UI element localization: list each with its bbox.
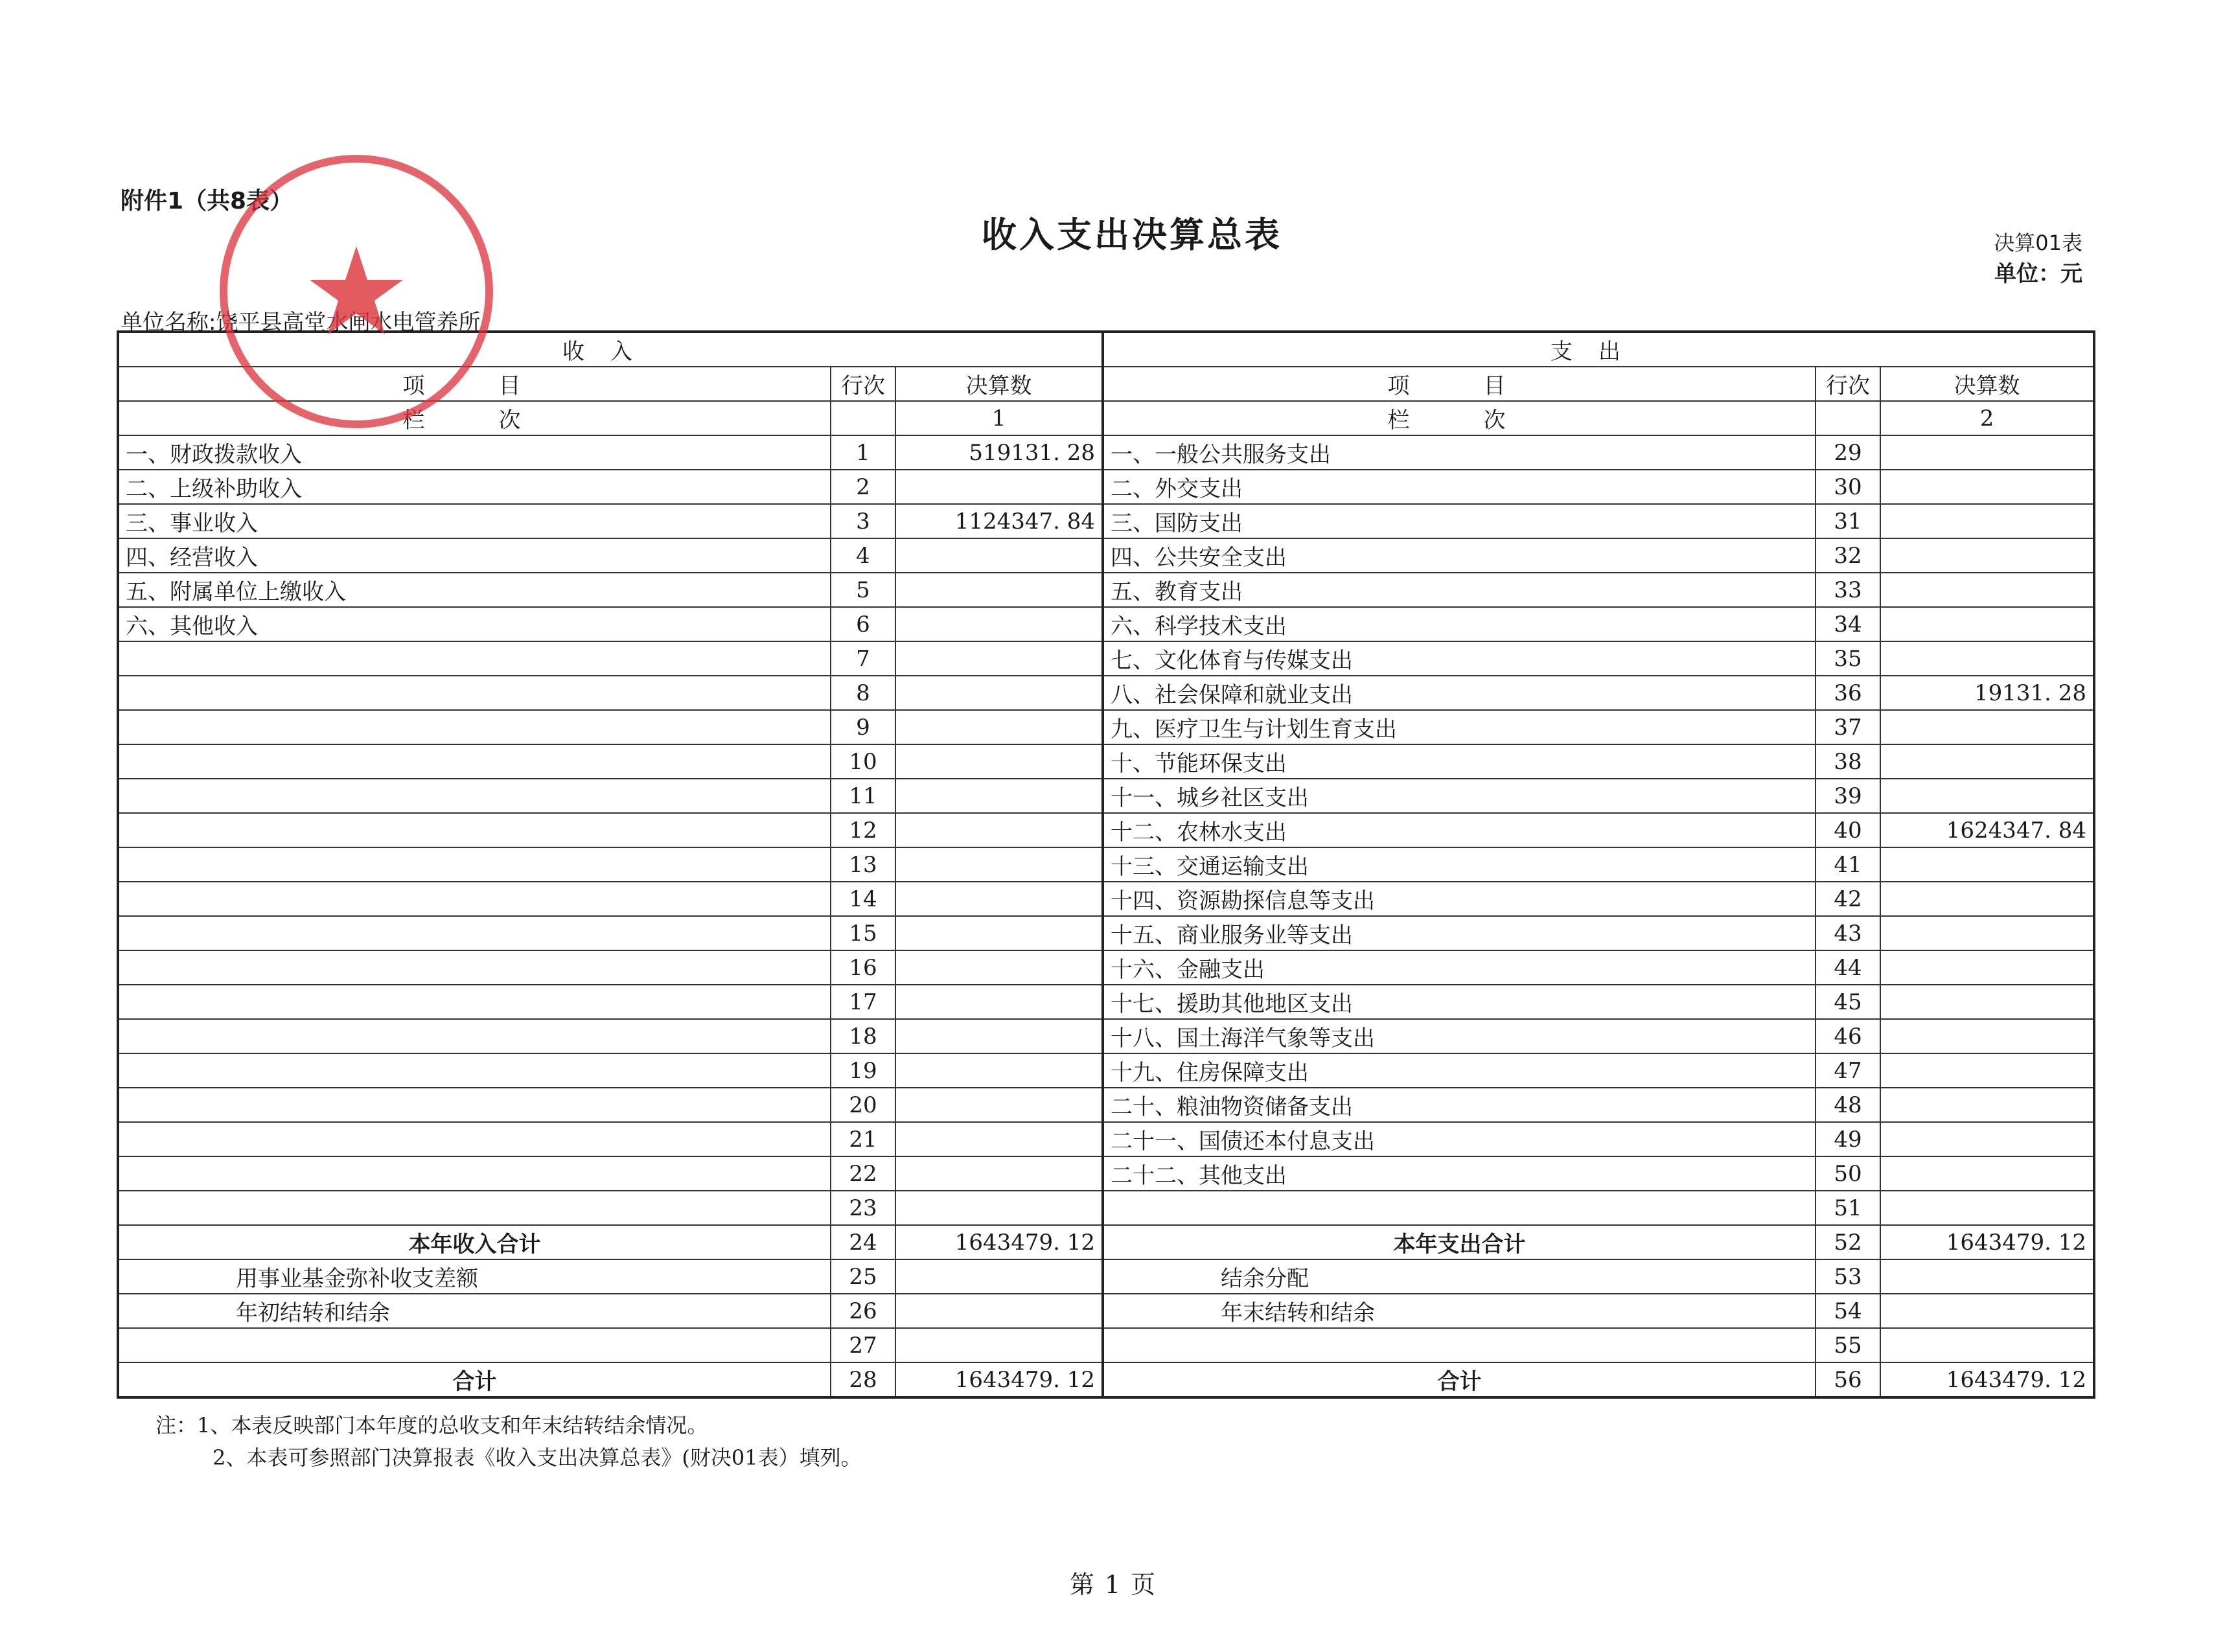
income-item — [118, 985, 831, 1019]
income-amount — [895, 641, 1103, 676]
blank-income-amount — [895, 1328, 1103, 1362]
expense-row-no: 38 — [1816, 744, 1880, 779]
table-row — [118, 950, 2094, 985]
note-2: 2、本表可参照部门决算报表《收入支出决算总表》(财决01表）填列。 — [213, 1445, 862, 1470]
expense-amount — [1880, 1122, 2094, 1156]
expense-row-no: 44 — [1816, 950, 1880, 985]
expense-amount — [1880, 779, 2094, 813]
table-row — [118, 985, 2094, 1019]
income-item — [118, 676, 831, 710]
income-rowno-header: 行次 — [831, 367, 895, 401]
table-row — [118, 504, 2094, 538]
expense-row-no: 29 — [1816, 435, 1880, 470]
expense-amount — [1880, 1053, 2094, 1088]
income-item — [118, 847, 831, 882]
expense-item: 二、外交支出 — [1103, 470, 1816, 504]
expense-amount — [1880, 435, 2094, 470]
income-item — [118, 1122, 831, 1156]
income-item — [118, 950, 831, 985]
expense-amount — [1880, 847, 2094, 882]
expense-row-no: 47 — [1816, 1053, 1880, 1088]
expense-amount — [1880, 470, 2094, 504]
expense-year-total-label: 本年支出合计 — [1103, 1225, 1816, 1259]
surplus-dist-label: 结余分配 — [1103, 1259, 1816, 1294]
income-item — [118, 744, 831, 779]
expense-amount — [1880, 1088, 2094, 1122]
table-row — [118, 882, 2094, 916]
table-row — [118, 676, 2094, 710]
page-post: 页 — [1131, 1570, 1156, 1599]
income-row-no: 19 — [831, 1053, 895, 1088]
balance-row — [118, 1294, 2094, 1328]
table-row — [118, 813, 2094, 847]
table-row — [118, 1122, 2094, 1156]
income-item-header: 项 目 — [118, 367, 831, 401]
income-amount — [895, 847, 1103, 882]
budget-summary-table — [117, 330, 2095, 1399]
income-row-no: 21 — [831, 1122, 895, 1156]
income-item — [118, 1191, 831, 1225]
expense-amount — [1880, 504, 2094, 538]
income-row-no: 8 — [831, 676, 895, 710]
expense-item: 十八、国土海洋气象等支出 — [1103, 1019, 1816, 1053]
year-total-row — [118, 1225, 2094, 1259]
income-amount — [895, 470, 1103, 504]
income-item: 六、其他收入 — [118, 607, 831, 641]
income-item — [118, 1088, 831, 1122]
expense-item: 六、科学技术支出 — [1103, 607, 1816, 641]
income-row-no: 16 — [831, 950, 895, 985]
income-amount — [895, 538, 1103, 573]
expense-year-total-no: 52 — [1816, 1225, 1880, 1259]
income-grand-total-amount: 1643479. 12 — [895, 1362, 1103, 1397]
expense-item: 四、公共安全支出 — [1103, 538, 1816, 573]
expense-row-no: 34 — [1816, 607, 1880, 641]
surplus-dist-no: 53 — [1816, 1259, 1880, 1294]
expense-grand-total-no: 56 — [1816, 1362, 1880, 1397]
income-row-no: 12 — [831, 813, 895, 847]
income-amount — [895, 985, 1103, 1019]
income-amount — [895, 1088, 1103, 1122]
income-item — [118, 813, 831, 847]
expense-row-no: 46 — [1816, 1019, 1880, 1053]
expense-item: 十三、交通运输支出 — [1103, 847, 1816, 882]
expense-row-no: 45 — [1816, 985, 1880, 1019]
table-row — [118, 916, 2094, 950]
income-item — [118, 641, 831, 676]
note-prefix: 注： — [156, 1413, 198, 1438]
income-row-no: 2 — [831, 470, 895, 504]
expense-amount: 19131. 28 — [1880, 676, 2094, 710]
income-amount — [895, 813, 1103, 847]
income-row-no: 10 — [831, 744, 895, 779]
blank-expense-amount — [1880, 1328, 2094, 1362]
end-balance-label: 年末结转和结余 — [1103, 1294, 1816, 1328]
unit-name: 饶平县高堂水闸水电管养所 — [216, 310, 481, 336]
expense-amount — [1880, 916, 2094, 950]
table-row — [118, 847, 2094, 882]
blank-expense-item — [1103, 1328, 1816, 1362]
expense-item: 九、医疗卫生与计划生育支出 — [1103, 710, 1816, 744]
expense-row-no: 39 — [1816, 779, 1880, 813]
blank-expense-no: 55 — [1816, 1328, 1880, 1362]
expense-row-no: 31 — [1816, 504, 1880, 538]
income-amount — [895, 950, 1103, 985]
attachment-label: 附件1（共8表） — [121, 188, 294, 214]
income-row-no: 18 — [831, 1019, 895, 1053]
expense-item: 八、社会保障和就业支出 — [1103, 676, 1816, 710]
table-row — [118, 744, 2094, 779]
begin-balance-label: 年初结转和结余 — [118, 1294, 831, 1328]
income-row-no: 4 — [831, 538, 895, 573]
expense-item: 二十、粮油物资储备支出 — [1103, 1088, 1816, 1122]
expense-amount-header: 决算数 — [1880, 367, 2094, 401]
table-row — [118, 779, 2094, 813]
income-item — [118, 1019, 831, 1053]
expense-row-no: 50 — [1816, 1156, 1880, 1191]
expense-item: 十五、商业服务业等支出 — [1103, 916, 1816, 950]
table-row — [118, 1191, 2094, 1225]
expense-item: 五、教育支出 — [1103, 573, 1816, 607]
expense-row-no: 42 — [1816, 882, 1880, 916]
page-title: 收入支出决算总表 — [982, 214, 1282, 255]
expense-row-no: 43 — [1816, 916, 1880, 950]
expense-amount — [1880, 573, 2094, 607]
income-row-no: 9 — [831, 710, 895, 744]
expense-rowno-header: 行次 — [1816, 367, 1880, 401]
income-column-order-blank — [831, 401, 895, 435]
income-item: 五、附属单位上缴收入 — [118, 573, 831, 607]
income-amount — [895, 779, 1103, 813]
income-amount-header: 决算数 — [895, 367, 1103, 401]
seal-star — [310, 246, 403, 334]
expense-row-no: 32 — [1816, 538, 1880, 573]
expense-row-no: 33 — [1816, 573, 1880, 607]
expense-item: 十九、住房保障支出 — [1103, 1053, 1816, 1088]
income-row-no: 6 — [831, 607, 895, 641]
blank-income-item — [118, 1328, 831, 1362]
expense-item: 十二、农林水支出 — [1103, 813, 1816, 847]
income-row-no: 3 — [831, 504, 895, 538]
income-row-no: 13 — [831, 847, 895, 882]
expense-amount — [1880, 950, 2094, 985]
income-amount — [895, 1122, 1103, 1156]
income-grand-total-label: 合计 — [118, 1362, 831, 1397]
expense-item: 二十一、国债还本付息支出 — [1103, 1122, 1816, 1156]
expense-amount — [1880, 538, 2094, 573]
income-item: 四、经营收入 — [118, 538, 831, 573]
income-item: 一、财政拨款收入 — [118, 435, 831, 470]
income-column-number: 1 — [895, 401, 1103, 435]
end-balance-amount — [1880, 1294, 2094, 1328]
expense-amount — [1880, 710, 2094, 744]
expense-row-no: 51 — [1816, 1191, 1880, 1225]
page-num: 1 — [1104, 1570, 1121, 1599]
table-row — [118, 1156, 2094, 1191]
fund-offset-no: 25 — [831, 1259, 895, 1294]
expense-row-no: 35 — [1816, 641, 1880, 676]
expense-item: 十一、城乡社区支出 — [1103, 779, 1816, 813]
grand-total-row — [118, 1362, 2094, 1397]
expense-amount — [1880, 744, 2094, 779]
income-amount — [895, 607, 1103, 641]
expense-row-no: 30 — [1816, 470, 1880, 504]
note-1 — [156, 1409, 862, 1441]
expense-item-header: 项 目 — [1103, 367, 1816, 401]
income-amount — [895, 882, 1103, 916]
expense-item: 十七、援助其他地区支出 — [1103, 985, 1816, 1019]
income-amount: 1124347. 84 — [895, 504, 1103, 538]
table-row — [118, 1053, 2094, 1088]
expense-amount — [1880, 1019, 2094, 1053]
expense-item: 二十二、其他支出 — [1103, 1156, 1816, 1191]
expense-year-total-amount: 1643479. 12 — [1880, 1225, 2094, 1259]
income-row-no: 15 — [831, 916, 895, 950]
income-item: 三、事业收入 — [118, 504, 831, 538]
fund-offset-row — [118, 1259, 2094, 1294]
income-row-no: 22 — [831, 1156, 895, 1191]
official-seal — [207, 143, 505, 441]
expense-amount — [1880, 985, 2094, 1019]
expense-column-order-blank — [1816, 401, 1880, 435]
income-header: 收入 — [118, 332, 1103, 367]
expense-item: 三、国防支出 — [1103, 504, 1816, 538]
income-row-no: 7 — [831, 641, 895, 676]
blank-total-row — [118, 1328, 2094, 1362]
income-year-total-label: 本年收入合计 — [118, 1225, 831, 1259]
expense-row-no: 40 — [1816, 813, 1880, 847]
note-1-text: 1、本表反映部门本年度的总收支和年末结转结余情况。 — [197, 1413, 708, 1438]
expense-item: 七、文化体育与传媒支出 — [1103, 641, 1816, 676]
table-row — [118, 538, 2094, 573]
expense-grand-total-amount: 1643479. 12 — [1880, 1362, 2094, 1397]
fund-offset-amount — [895, 1259, 1103, 1294]
table-row — [118, 1088, 2094, 1122]
notes — [156, 1409, 862, 1474]
blank-income-no: 27 — [831, 1328, 895, 1362]
expense-amount — [1880, 641, 2094, 676]
income-row-no: 1 — [831, 435, 895, 470]
expense-amount — [1880, 1191, 2094, 1225]
expense-row-no: 36 — [1816, 676, 1880, 710]
end-balance-no: 54 — [1816, 1294, 1880, 1328]
income-amount — [895, 916, 1103, 950]
income-row-no: 11 — [831, 779, 895, 813]
expense-item: 一、一般公共服务支出 — [1103, 435, 1816, 470]
unit-name-label: 单位名称: — [121, 310, 216, 336]
expense-column-number: 2 — [1880, 401, 2094, 435]
table-row — [118, 641, 2094, 676]
income-amount — [895, 710, 1103, 744]
expense-amount: 1624347. 84 — [1880, 813, 2094, 847]
expense-row-no: 37 — [1816, 710, 1880, 744]
income-item — [118, 710, 831, 744]
begin-balance-amount — [895, 1294, 1103, 1328]
income-item — [118, 779, 831, 813]
begin-balance-no: 26 — [831, 1294, 895, 1328]
surplus-dist-amount — [1880, 1259, 2094, 1294]
table-row — [118, 470, 2094, 504]
expense-amount — [1880, 1156, 2094, 1191]
expense-row-no: 49 — [1816, 1122, 1880, 1156]
income-row-no: 20 — [831, 1088, 895, 1122]
income-item — [118, 1053, 831, 1088]
income-amount — [895, 1156, 1103, 1191]
income-row-no: 17 — [831, 985, 895, 1019]
income-row-no: 14 — [831, 882, 895, 916]
income-amount — [895, 1191, 1103, 1225]
income-year-total-amount: 1643479. 12 — [895, 1225, 1103, 1259]
expense-column-order: 栏 次 — [1103, 401, 1816, 435]
income-row-no: 5 — [831, 573, 895, 607]
income-item: 二、上级补助收入 — [118, 470, 831, 504]
expense-row-no: 48 — [1816, 1088, 1880, 1122]
expense-header: 支出 — [1103, 332, 2094, 367]
form-number: 决算01表 — [1994, 231, 2082, 255]
table-row — [118, 573, 2094, 607]
page-pre: 第 — [1069, 1570, 1094, 1599]
expense-amount — [1880, 882, 2094, 916]
expense-item — [1103, 1191, 1816, 1225]
income-year-total-no: 24 — [831, 1225, 895, 1259]
currency-unit: 单位：元 — [1994, 261, 2082, 287]
expense-grand-total-label: 合计 — [1103, 1362, 1816, 1397]
income-item — [118, 882, 831, 916]
income-grand-total-no: 28 — [831, 1362, 895, 1397]
income-amount — [895, 1053, 1103, 1088]
income-item — [118, 1156, 831, 1191]
table-row — [118, 607, 2094, 641]
income-amount — [895, 573, 1103, 607]
income-item — [118, 916, 831, 950]
table-row — [118, 710, 2094, 744]
table-row — [118, 1019, 2094, 1053]
income-amount: 519131. 28 — [895, 435, 1103, 470]
income-amount — [895, 1019, 1103, 1053]
expense-item: 十六、金融支出 — [1103, 950, 1816, 985]
expense-item: 十四、资源勘探信息等支出 — [1103, 882, 1816, 916]
expense-amount — [1880, 607, 2094, 641]
expense-row-no: 41 — [1816, 847, 1880, 882]
income-amount — [895, 744, 1103, 779]
income-row-no: 23 — [831, 1191, 895, 1225]
income-column-order: 栏 次 — [118, 401, 831, 435]
income-amount — [895, 676, 1103, 710]
page-number — [0, 1565, 2225, 1600]
expense-item: 十、节能环保支出 — [1103, 744, 1816, 779]
fund-offset-label: 用事业基金弥补收支差额 — [118, 1259, 831, 1294]
